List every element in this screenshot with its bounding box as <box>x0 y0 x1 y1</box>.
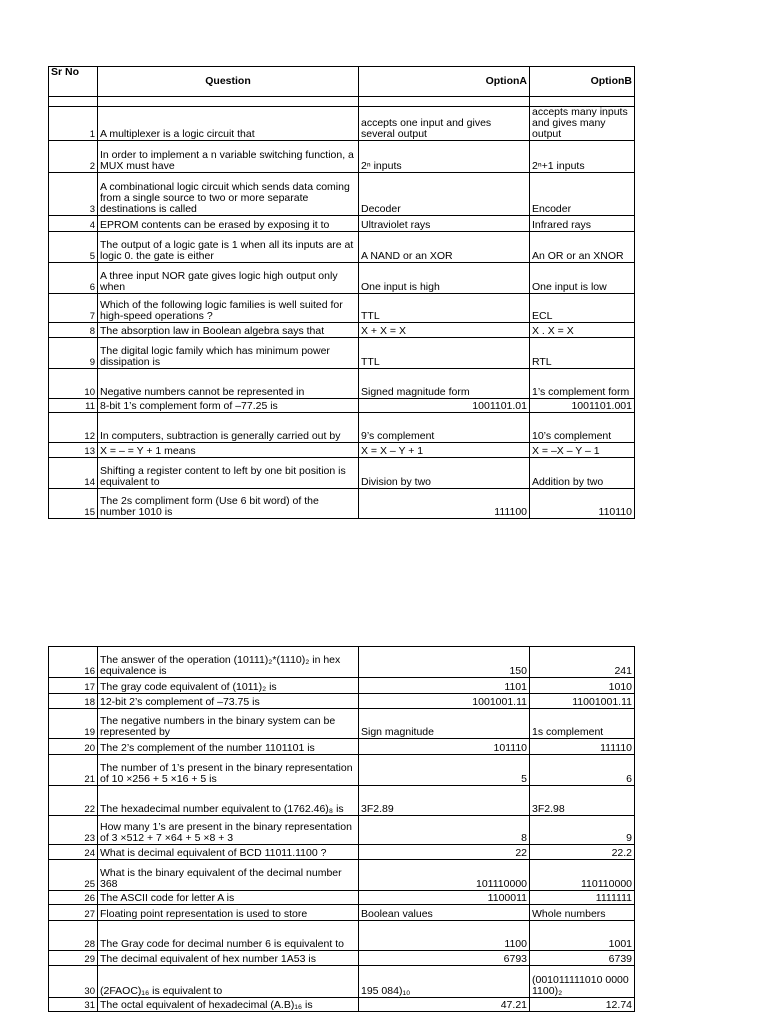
option-a-cell: Boolean values <box>359 905 530 921</box>
option-b-cell: 1010 <box>530 678 635 694</box>
option-a-cell: 1001101.01 <box>359 399 530 413</box>
question-cell: The octal equivalent of hexadecimal (A.B)₁₆ is <box>98 998 359 1012</box>
question-cell: How many 1’s are present in the binary representation of 3 ×512 + 7 ×64 + 5 ×8 + 3 <box>98 816 359 845</box>
table-row <box>49 786 635 816</box>
table-row <box>49 338 635 369</box>
table-row <box>49 694 635 709</box>
option-b-cell: 1001101.001 <box>530 399 635 413</box>
option-b-cell: 2ⁿ+1 inputs <box>530 141 635 173</box>
question-cell: The digital logic family which has minimum power dissipation is <box>98 338 359 369</box>
row-number: 19 <box>49 709 98 739</box>
option-b-cell: 110110000 <box>530 860 635 891</box>
option-a-cell: Ultraviolet rays <box>359 216 530 232</box>
table-row <box>49 845 635 860</box>
header-question: Question <box>98 67 359 97</box>
table-row <box>49 489 635 519</box>
table-row <box>49 141 635 173</box>
row-number: 14 <box>49 458 98 489</box>
option-a-cell: 3F2.89 <box>359 786 530 816</box>
option-a-cell: accepts one input and gives several output <box>359 107 530 141</box>
row-number: 29 <box>49 951 98 966</box>
option-a-cell: 22 <box>359 845 530 860</box>
option-b-cell: 11001001.11 <box>530 694 635 709</box>
question-cell: The decimal equivalent of hex number 1A53 is <box>98 951 359 966</box>
question-cell: EPROM contents can be erased by exposing it to <box>98 216 359 232</box>
table-row <box>49 647 635 678</box>
table-row <box>49 998 635 1012</box>
row-number: 10 <box>49 369 98 399</box>
row-number: 15 <box>49 489 98 519</box>
question-cell: In order to implement a n variable switching function, a MUX must have <box>98 141 359 173</box>
row-number: 26 <box>49 891 98 905</box>
question-cell: 8-bit 1’s complement form of –77.25 is <box>98 399 359 413</box>
row-number: 8 <box>49 323 98 338</box>
question-cell: A three input NOR gate gives logic high output only when <box>98 263 359 294</box>
option-a-cell: 1101 <box>359 678 530 694</box>
option-b-cell: 241 <box>530 647 635 678</box>
header-option-b: OptionB <box>530 67 635 97</box>
question-cell: The 2s compliment form (Use 6 bit word) of the number 1010 is <box>98 489 359 519</box>
question-cell: The negative numbers in the binary system can be represented by <box>98 709 359 739</box>
row-number: 21 <box>49 755 98 786</box>
option-a-cell: 111100 <box>359 489 530 519</box>
option-b-cell: 1001 <box>530 921 635 951</box>
row-number: 24 <box>49 845 98 860</box>
spacer-row <box>49 97 635 107</box>
option-a-cell: TTL <box>359 338 530 369</box>
option-a-cell: TTL <box>359 294 530 323</box>
question-cell: 12-bit 2’s complement of –73.75 is <box>98 694 359 709</box>
option-b-cell: ECL <box>530 294 635 323</box>
question-cell: Which of the following logic families is well suited for high-speed operations ? <box>98 294 359 323</box>
table-row <box>49 891 635 905</box>
option-b-cell: 12.74 <box>530 998 635 1012</box>
table-row <box>49 294 635 323</box>
question-cell: In computers, subtraction is generally carried out by <box>98 413 359 443</box>
table-row <box>49 413 635 443</box>
row-number: 2 <box>49 141 98 173</box>
row-number: 5 <box>49 232 98 263</box>
table-row <box>49 263 635 294</box>
option-a-cell: 195 084)₁₀ <box>359 966 530 998</box>
row-number: 9 <box>49 338 98 369</box>
question-cell: A combinational logic circuit which sends data coming from a single source to two or more separate destinations is called <box>98 173 359 216</box>
question-table-1 <box>48 66 635 519</box>
row-number: 28 <box>49 921 98 951</box>
row-number: 6 <box>49 263 98 294</box>
option-b-cell: 3F2.98 <box>530 786 635 816</box>
question-table-2 <box>48 646 635 1012</box>
row-number: 30 <box>49 966 98 998</box>
row-number: 18 <box>49 694 98 709</box>
table-row <box>49 323 635 338</box>
question-cell: (2FAOC)₁₆ is equivalent to <box>98 966 359 998</box>
row-number: 11 <box>49 399 98 413</box>
option-b-cell: 9 <box>530 816 635 845</box>
question-cell: Negative numbers cannot be represented in <box>98 369 359 399</box>
table-row <box>49 107 635 141</box>
option-a-cell: 150 <box>359 647 530 678</box>
row-number: 4 <box>49 216 98 232</box>
option-b-cell: Infrared rays <box>530 216 635 232</box>
option-b-cell: (001011111010 0000 1100)₂ <box>530 966 635 998</box>
table-row <box>49 905 635 921</box>
header-row <box>49 67 635 97</box>
row-number: 1 <box>49 107 98 141</box>
option-a-cell: X = X – Y + 1 <box>359 443 530 458</box>
option-a-cell: 5 <box>359 755 530 786</box>
option-a-cell: 101110 <box>359 739 530 755</box>
table-row <box>49 443 635 458</box>
row-number: 20 <box>49 739 98 755</box>
option-b-cell: Whole numbers <box>530 905 635 921</box>
question-cell: The 2’s complement of the number 1101101 is <box>98 739 359 755</box>
row-number: 17 <box>49 678 98 694</box>
table-row <box>49 860 635 891</box>
option-b-cell: One input is low <box>530 263 635 294</box>
option-b-cell: 6739 <box>530 951 635 966</box>
table-row <box>49 232 635 263</box>
option-a-cell: Signed magnitude form <box>359 369 530 399</box>
option-a-cell: Sign magnitude <box>359 709 530 739</box>
option-a-cell: A NAND or an XOR <box>359 232 530 263</box>
row-number: 13 <box>49 443 98 458</box>
option-a-cell: 9’s complement <box>359 413 530 443</box>
question-cell: Shifting a register content to left by one bit position is equivalent to <box>98 458 359 489</box>
header-option-a: OptionA <box>359 67 530 97</box>
row-number: 25 <box>49 860 98 891</box>
option-b-cell: accepts many inputs and gives many output <box>530 107 635 141</box>
option-a-cell: Division by two <box>359 458 530 489</box>
question-cell: The number of 1’s present in the binary representation of 10 ×256 + 5 ×16 + 5 is <box>98 755 359 786</box>
option-a-cell: 47.21 <box>359 998 530 1012</box>
row-number: 3 <box>49 173 98 216</box>
option-b-cell: 1111111 <box>530 891 635 905</box>
question-cell: Floating point representation is used to store <box>98 905 359 921</box>
option-a-cell: 6793 <box>359 951 530 966</box>
table-row <box>49 755 635 786</box>
row-number: 27 <box>49 905 98 921</box>
option-b-cell: X . X = X <box>530 323 635 338</box>
question-cell: A multiplexer is a logic circuit that <box>98 107 359 141</box>
question-cell: The gray code equivalent of (1011)₂ is <box>98 678 359 694</box>
option-b-cell: 10’s complement <box>530 413 635 443</box>
option-a-cell: 1100 <box>359 921 530 951</box>
table-row <box>49 173 635 216</box>
row-number: 12 <box>49 413 98 443</box>
header-sr: Sr No <box>49 67 98 97</box>
option-a-cell: Decoder <box>359 173 530 216</box>
option-a-cell: 1100011 <box>359 891 530 905</box>
option-b-cell: 1’s complement form <box>530 369 635 399</box>
question-cell: The Gray code for decimal number 6 is equivalent to <box>98 921 359 951</box>
row-number: 16 <box>49 647 98 678</box>
row-number: 31 <box>49 998 98 1012</box>
option-b-cell: Addition by two <box>530 458 635 489</box>
table-row <box>49 399 635 413</box>
table-row <box>49 678 635 694</box>
table-row <box>49 739 635 755</box>
table-row <box>49 458 635 489</box>
option-a-cell: 101110000 <box>359 860 530 891</box>
question-cell: The absorption law in Boolean algebra says that <box>98 323 359 338</box>
table-row <box>49 709 635 739</box>
question-cell: X = – = Y + 1 means <box>98 443 359 458</box>
option-a-cell: X + X = X <box>359 323 530 338</box>
table-row <box>49 216 635 232</box>
table-row <box>49 921 635 951</box>
option-a-cell: 1001001.11 <box>359 694 530 709</box>
option-b-cell: An OR or an XNOR <box>530 232 635 263</box>
option-b-cell: 111110 <box>530 739 635 755</box>
option-a-cell: One input is high <box>359 263 530 294</box>
row-number: 22 <box>49 786 98 816</box>
question-cell: The output of a logic gate is 1 when all its inputs are at logic 0. the gate is either <box>98 232 359 263</box>
question-cell: What is decimal equivalent of BCD 11011.1100 ? <box>98 845 359 860</box>
table-row <box>49 966 635 998</box>
option-b-cell: 22.2 <box>530 845 635 860</box>
option-b-cell: X = –X – Y – 1 <box>530 443 635 458</box>
option-b-cell: 110110 <box>530 489 635 519</box>
question-cell: The answer of the operation (10111)₂*(1110)₂ in hex equivalence is <box>98 647 359 678</box>
question-cell: The hexadecimal number equivalent to (1762.46)₈ is <box>98 786 359 816</box>
table-row <box>49 816 635 845</box>
row-number: 7 <box>49 294 98 323</box>
question-cell: The ASCII code for letter A is <box>98 891 359 905</box>
table-row <box>49 369 635 399</box>
option-b-cell: Encoder <box>530 173 635 216</box>
row-number: 23 <box>49 816 98 845</box>
option-b-cell: RTL <box>530 338 635 369</box>
option-a-cell: 2ⁿ inputs <box>359 141 530 173</box>
option-b-cell: 1s complement <box>530 709 635 739</box>
option-b-cell: 6 <box>530 755 635 786</box>
option-a-cell: 8 <box>359 816 530 845</box>
question-cell: What is the binary equivalent of the decimal number 368 <box>98 860 359 891</box>
table-row <box>49 951 635 966</box>
